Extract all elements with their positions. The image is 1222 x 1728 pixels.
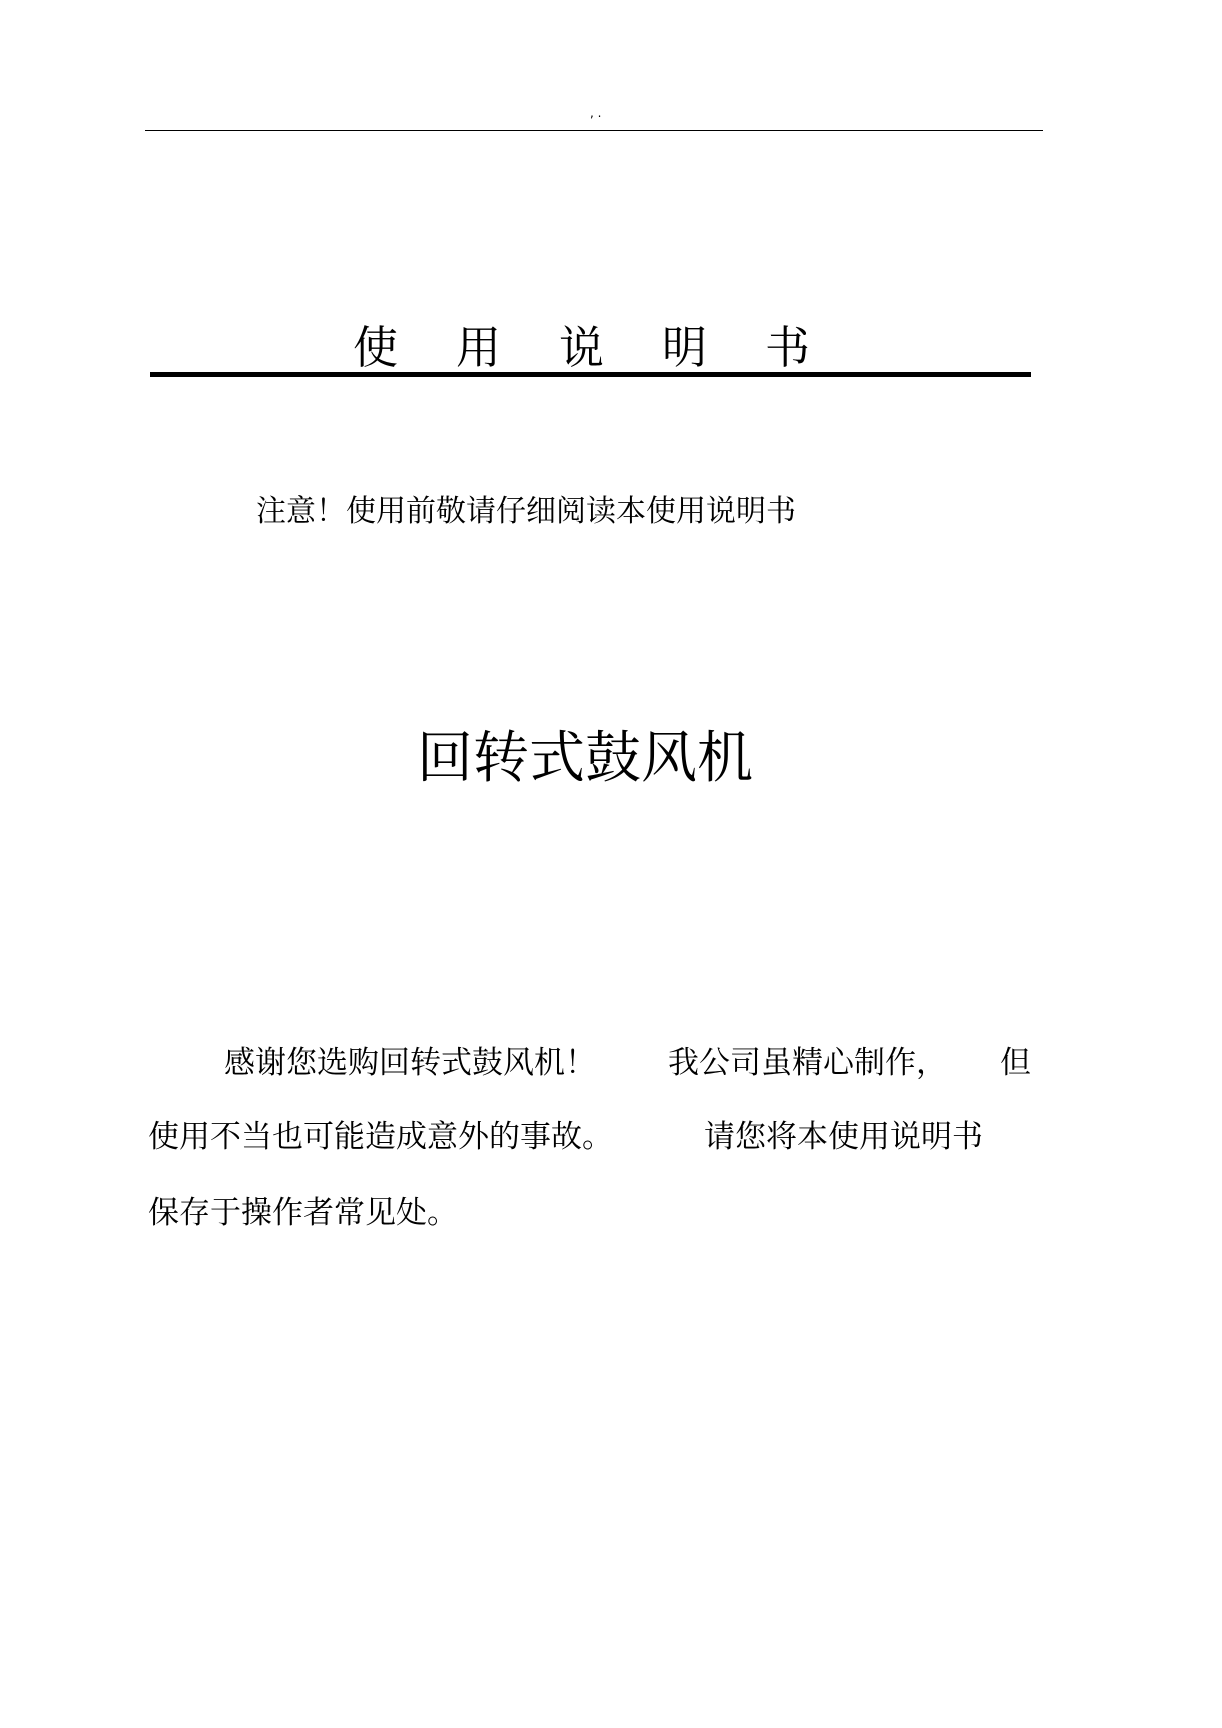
body-line-1-part-3: 但 xyxy=(1000,1045,1031,1081)
title-underline xyxy=(150,372,1031,377)
notice-text: 注意！使用前敬请仔细阅读本使用说明书 xyxy=(256,494,796,529)
body-line-1-part-1: 感谢您选购回转式鼓风机！ xyxy=(224,1045,596,1081)
document-title: 使用说明书 xyxy=(352,321,868,374)
header-mark: , . xyxy=(590,106,602,120)
body-line-1-part-2: 我公司虽精心制作， xyxy=(668,1045,947,1081)
title-block xyxy=(150,318,1031,378)
header-rule xyxy=(145,130,1043,131)
body-line-2-part-2: 请您将本使用说明书 xyxy=(704,1119,983,1155)
product-name: 回转式鼓风机 xyxy=(417,726,753,791)
body-line-3-part-1: 保存于操作者常见处。 xyxy=(148,1195,458,1231)
body-line-2-part-1: 使用不当也可能造成意外的事故。 xyxy=(148,1119,613,1155)
